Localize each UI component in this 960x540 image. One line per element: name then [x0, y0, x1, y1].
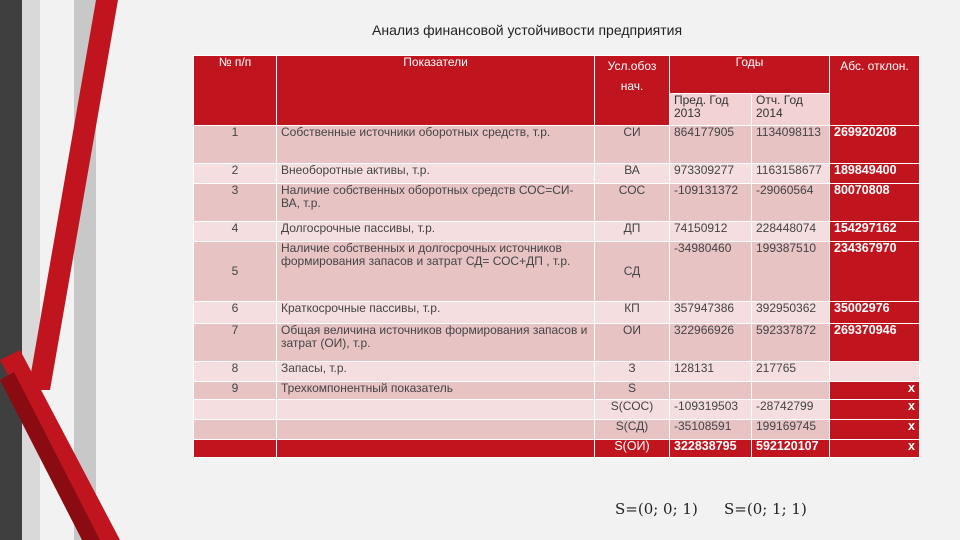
- row-curr: 592337872: [752, 324, 830, 362]
- row-prev: [670, 382, 752, 400]
- row-code: СД: [595, 242, 670, 302]
- table-row: [194, 126, 920, 164]
- row-code: СОС: [595, 184, 670, 222]
- row-label: Долгосрочные пассивы, т.р.: [277, 222, 595, 242]
- header-deviation: Абс. отклон.: [830, 56, 920, 126]
- row-curr: 1163158677: [752, 164, 830, 184]
- header-curr-year: Отч. Год 2014: [752, 94, 830, 126]
- row-num: [194, 420, 277, 440]
- row-dev: 154297162: [830, 222, 920, 242]
- row-code: З: [595, 362, 670, 382]
- row-num: 4: [194, 222, 277, 242]
- row-code: КП: [595, 302, 670, 324]
- row-curr: 1134098113: [752, 126, 830, 164]
- row-dev: 269920208: [830, 126, 920, 164]
- header-indicator: Показатели: [277, 56, 595, 126]
- s-prev-result: S=(0; 0; 1): [615, 500, 698, 518]
- row-prev: 322838795: [670, 440, 752, 458]
- row-code: S: [595, 382, 670, 400]
- row-code: ВА: [595, 164, 670, 184]
- row-dev: [830, 362, 920, 382]
- row-label: Внеоборотные активы, т.р.: [277, 164, 595, 184]
- row-label: Общая величина источников формирования запасов и затрат (ОИ), т.р.: [277, 324, 595, 362]
- row-prev: 74150912: [670, 222, 752, 242]
- row-curr: 392950362: [752, 302, 830, 324]
- row-prev: 973309277: [670, 164, 752, 184]
- table-row: [194, 420, 920, 440]
- row-curr: 592120107: [752, 440, 830, 458]
- row-label: Наличие собственных и долгосрочных источников формирования запасов и затрат СД= СОС+ДП , т.р.: [277, 242, 595, 302]
- row-prev: 357947386: [670, 302, 752, 324]
- row-code: ОИ: [595, 324, 670, 362]
- row-label: [277, 400, 595, 420]
- row-prev: -35108591: [670, 420, 752, 440]
- row-curr: 199387510: [752, 242, 830, 302]
- financial-stability-table: [193, 55, 920, 458]
- row-curr: 228448074: [752, 222, 830, 242]
- row-curr: -29060564: [752, 184, 830, 222]
- row-dev: х: [830, 382, 920, 400]
- row-label: [277, 420, 595, 440]
- row-curr: 217765: [752, 362, 830, 382]
- s-curr-result: S=(0; 1; 1): [724, 500, 807, 518]
- table-row: [194, 184, 920, 222]
- row-num: [194, 440, 277, 458]
- row-dev: х: [830, 440, 920, 458]
- row-dev: 80070808: [830, 184, 920, 222]
- table-row: [194, 324, 920, 362]
- row-num: [194, 400, 277, 420]
- row-dev: х: [830, 420, 920, 440]
- row-dev: 189849400: [830, 164, 920, 184]
- row-num: 9: [194, 382, 277, 400]
- table-row: [194, 164, 920, 184]
- row-label: Наличие собственных оборотных средств СОС=СИ-ВА, т.р.: [277, 184, 595, 222]
- row-label: [277, 440, 595, 458]
- row-dev: 35002976: [830, 302, 920, 324]
- header-code: Усл.обоз нач.: [595, 56, 670, 126]
- row-num: 5: [194, 242, 277, 302]
- table-row: [194, 440, 920, 458]
- row-code: S(СОС): [595, 400, 670, 420]
- row-label: Краткосрочные пассивы, т.р.: [277, 302, 595, 324]
- row-label: Запасы, т.р.: [277, 362, 595, 382]
- row-num: 7: [194, 324, 277, 362]
- row-prev: 322966926: [670, 324, 752, 362]
- row-prev: -34980460: [670, 242, 752, 302]
- row-prev: -109319503: [670, 400, 752, 420]
- row-dev: 269370946: [830, 324, 920, 362]
- row-label: Собственные источники оборотных средств, т.р.: [277, 126, 595, 164]
- row-label: Трехкомпонентный показатель: [277, 382, 595, 400]
- table-row: [194, 362, 920, 382]
- header-num: № п/п: [194, 56, 277, 126]
- table-row: [194, 222, 920, 242]
- row-num: 8: [194, 362, 277, 382]
- row-num: 1: [194, 126, 277, 164]
- table-row: [194, 302, 920, 324]
- row-code: S(СД): [595, 420, 670, 440]
- row-curr: -28742799: [752, 400, 830, 420]
- table-row: [194, 400, 920, 420]
- row-curr: 199169745: [752, 420, 830, 440]
- header-years: Годы: [670, 56, 830, 94]
- row-num: 2: [194, 164, 277, 184]
- row-prev: -109131372: [670, 184, 752, 222]
- row-num: 6: [194, 302, 277, 324]
- page-title: Анализ финансовой устойчивости предприятия: [372, 22, 683, 38]
- row-code: СИ: [595, 126, 670, 164]
- row-code: S(ОИ): [595, 440, 670, 458]
- row-code: ДП: [595, 222, 670, 242]
- row-dev: х: [830, 400, 920, 420]
- row-prev: 128131: [670, 362, 752, 382]
- header-prev-year: Пред. Год 2013: [670, 94, 752, 126]
- row-curr: [752, 382, 830, 400]
- table-row: [194, 242, 920, 302]
- row-num: 3: [194, 184, 277, 222]
- table-row: [194, 382, 920, 400]
- row-dev: 234367970: [830, 242, 920, 302]
- row-prev: 864177905: [670, 126, 752, 164]
